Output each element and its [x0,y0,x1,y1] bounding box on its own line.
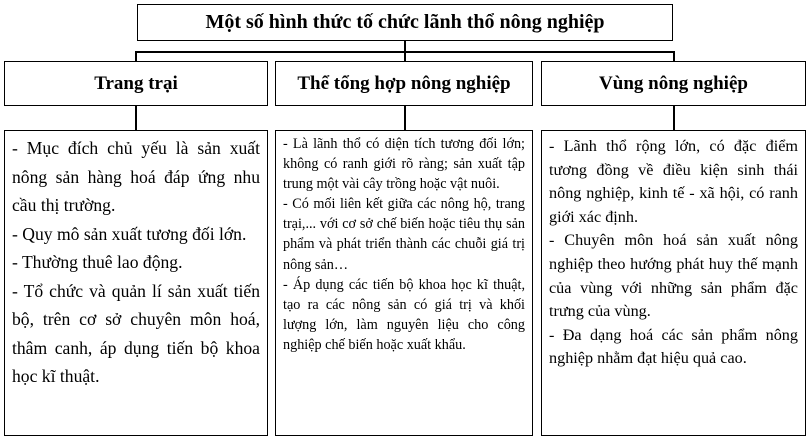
list-item: - Tổ chức và quản lí sản xuất tiến bộ, trên cơ sở chuyên môn hoá, thâm canh, áp dụng tiến bộ khoa học kĩ thuật. [12,280,260,386]
content-vung-nong-nghiep [541,130,806,436]
list-item: - Quy mô sản xuất tương đối lớn. [12,223,247,244]
list-item: - Là lãnh thổ có diện tích tương đối lớn; không có ranh giới rõ ràng; sản xuất tập trung một vài cây trồng hoặc vật nuôi. [283,136,525,193]
list-item: - Thường thuê lao động. [12,252,183,272]
list-item: - Có mối liên kết giữa các nông hộ, trang trại,... với cơ sở chế biến hoặc tiêu thụ sản phẩm và phát triển thành các chuỗi giá trị nông sản… [283,196,525,273]
list-item: - Mục đích chủ yếu là sản xuất nông sản hàng hoá đáp ứng nhu cầu thị trường. [12,138,260,215]
content-trang-trai [4,130,268,436]
connector-to-col1 [135,51,137,61]
connector-col2-content [404,106,406,130]
list-item: - Đa dạng hoá các sản phẩm nông nghiệp nhằm đạt hiệu quả cao. [549,325,798,368]
connector-col3-content [673,106,675,130]
diagram-title: Một số hình thức tố chức lãnh thổ nông nghiệp [137,4,673,41]
connector-col1-content [135,106,137,130]
content-the-tong-hop [275,130,533,436]
list-item: - Chuyên môn hoá sản xuất nông nghiệp theo hướng phát huy thế mạnh của vùng với những sản phẩm đặc trưng của vùng. [549,231,798,321]
heading-vung-nong-nghiep: Vùng nông nghiệp [541,61,806,106]
heading-trang-trai: Trang trại [4,61,268,106]
heading-the-tong-hop: Thể tổng hợp nông nghiệp [275,61,533,106]
list-item: - Áp dụng các tiến bộ khoa học kĩ thuật, tạo ra các nông sản có giá trị và khối lượng lớn, làm nguyên liệu cho công nghiệp chế biến hoặc xuất khẩu. [283,276,525,353]
connector-to-col2 [404,51,406,61]
connector-to-col3 [673,51,675,61]
list-item: - Lãnh thổ rộng lớn, có đặc điểm tương đồng về điều kiện sinh thái nông nghiệp, kinh tế - xã hội, có ranh giới xác định. [549,137,798,226]
